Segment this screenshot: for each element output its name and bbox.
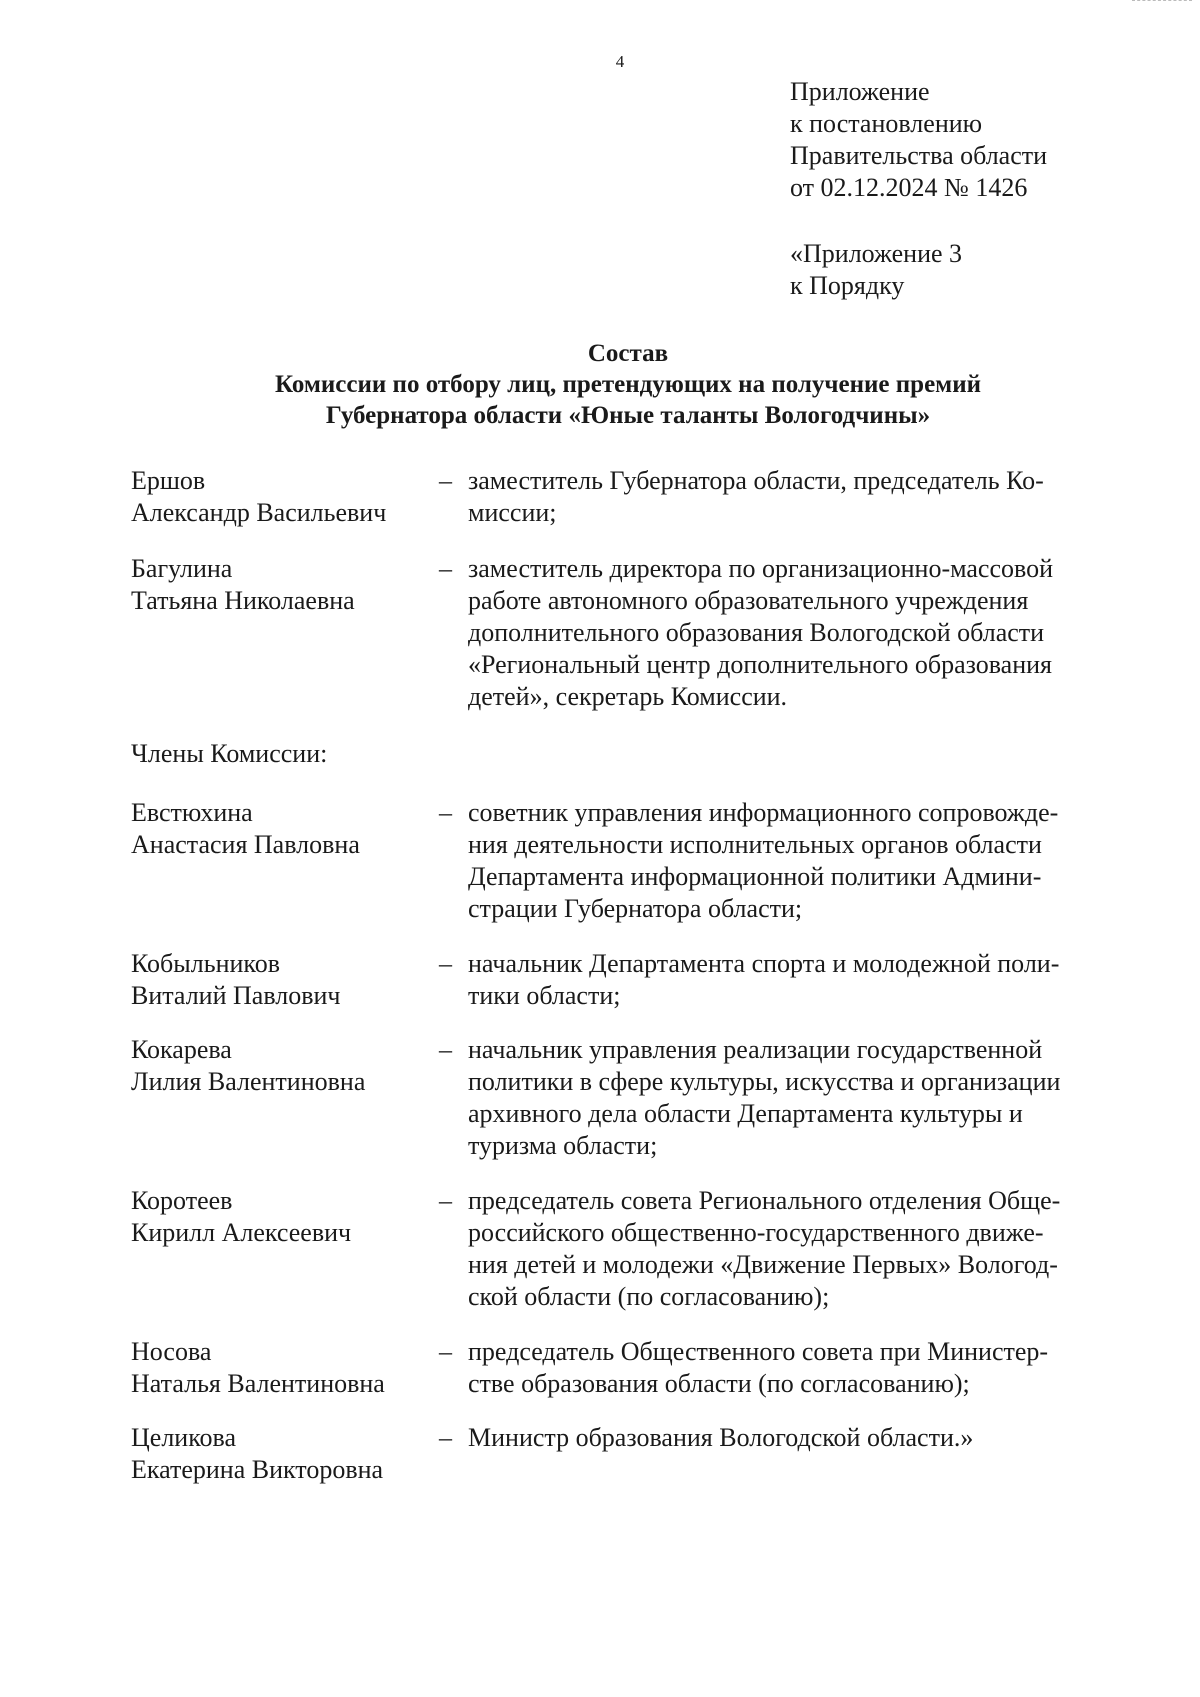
member-name xyxy=(131,1185,431,1249)
member-given-names: Виталий Павлович xyxy=(131,981,341,1010)
member-given-names: Кирилл Алексеевич xyxy=(131,1218,352,1247)
position-line: дополнительного образования Вологодской области xyxy=(468,618,1045,647)
scan-corner-mark xyxy=(1132,0,1192,5)
member-position xyxy=(468,1185,1128,1313)
member-surname: Евстюхина xyxy=(131,798,253,827)
entry-dash: – xyxy=(439,798,452,827)
member-surname: Коротеев xyxy=(131,1186,233,1215)
entry-dash: – xyxy=(439,1423,452,1452)
position-line: председатель Общественного совета при Министер- xyxy=(468,1337,1049,1366)
member-position xyxy=(468,797,1128,925)
appendix-line: Правительства области xyxy=(790,141,1048,170)
member-position xyxy=(468,1422,1128,1454)
member-name xyxy=(131,948,431,1012)
member-name xyxy=(131,1034,431,1098)
member-given-names: Лилия Валентиновна xyxy=(131,1067,366,1096)
entry-dash: – xyxy=(439,949,452,978)
appendix-reference xyxy=(790,238,962,302)
member-position xyxy=(468,465,1128,529)
position-line: ния деятельности исполнительных органов области xyxy=(468,830,1042,859)
position-line: начальник Департамента спорта и молодежной поли- xyxy=(468,949,1060,978)
appendix-ref-line: «Приложение 3 xyxy=(790,239,963,268)
page-number: 4 xyxy=(615,52,625,71)
member-position xyxy=(468,1336,1128,1400)
position-line: миссии; xyxy=(468,498,557,527)
position-line: Министр образования Вологодской области.» xyxy=(468,1423,974,1452)
appendix-header xyxy=(790,76,1047,204)
position-line: заместитель Губернатора области, председатель Ко- xyxy=(468,466,1044,495)
member-given-names: Анастасия Павловна xyxy=(131,830,360,859)
position-line: российского общественно-государственного движе- xyxy=(468,1218,1044,1247)
entry-dash: – xyxy=(439,1035,452,1064)
position-line: детей», секретарь Комиссии. xyxy=(468,682,788,711)
appendix-line: Приложение xyxy=(790,77,930,106)
member-surname: Кокарева xyxy=(131,1035,232,1064)
position-line: архивного дела области Департамента культуры и xyxy=(468,1099,1023,1128)
member-name xyxy=(131,797,431,861)
member-surname: Багулина xyxy=(131,554,233,583)
position-line: политики в сфере культуры, искусства и организации xyxy=(468,1067,1061,1096)
document-title xyxy=(0,338,1200,431)
member-surname: Кобыльников xyxy=(131,949,280,978)
position-line: стве образования области (по согласованию); xyxy=(468,1369,970,1398)
position-line: ния детей и молодежи «Движение Первых» Вологод- xyxy=(468,1250,1058,1279)
title-line: Губернатора области «Юные таланты Вологодчины» xyxy=(325,402,931,429)
member-name xyxy=(131,1336,431,1400)
appendix-line: к постановлению xyxy=(790,109,983,138)
position-line: ской области (по согласованию); xyxy=(468,1282,830,1311)
appendix-line: от 02.12.2024 № 1426 xyxy=(790,173,1028,202)
title-line: Состав xyxy=(587,340,669,367)
position-line: начальник управления реализации государственной xyxy=(468,1035,1043,1064)
appendix-ref-line: к Порядку xyxy=(790,271,905,300)
position-line: работе автономного образовательного учреждения xyxy=(468,586,1029,615)
member-given-names: Татьяна Николаевна xyxy=(131,586,355,615)
member-position xyxy=(468,1034,1128,1162)
member-position xyxy=(468,948,1128,1012)
position-line: председатель совета Регионального отделения Обще- xyxy=(468,1186,1061,1215)
member-position xyxy=(468,553,1128,713)
member-surname: Ершов xyxy=(131,466,206,495)
member-given-names: Екатерина Викторовна xyxy=(131,1455,384,1484)
position-line: туризма области; xyxy=(468,1131,658,1160)
member-given-names: Наталья Валентиновна xyxy=(131,1369,385,1398)
member-name xyxy=(131,553,431,617)
member-given-names: Александр Васильевич xyxy=(131,498,387,527)
position-line: советник управления информационного сопровожде- xyxy=(468,798,1059,827)
entry-dash: – xyxy=(439,1186,452,1215)
title-line: Комиссии по отбору лиц, претендующих на получение премий xyxy=(274,371,982,398)
entry-dash: – xyxy=(439,1337,452,1366)
member-name xyxy=(131,1422,431,1486)
entry-dash: – xyxy=(439,554,452,583)
member-name xyxy=(131,465,431,529)
position-line: страции Губернатора области; xyxy=(468,894,803,923)
position-line: заместитель директора по организационно-массовой xyxy=(468,554,1054,583)
members-section-label: Члены Комиссии: xyxy=(131,739,328,768)
position-line: «Региональный центр дополнительного образования xyxy=(468,650,1053,679)
member-surname: Целикова xyxy=(131,1423,236,1452)
entry-dash: – xyxy=(439,466,452,495)
member-surname: Носова xyxy=(131,1337,212,1366)
position-line: тики области; xyxy=(468,981,621,1010)
position-line: Департамента информационной политики Админи- xyxy=(468,862,1042,891)
